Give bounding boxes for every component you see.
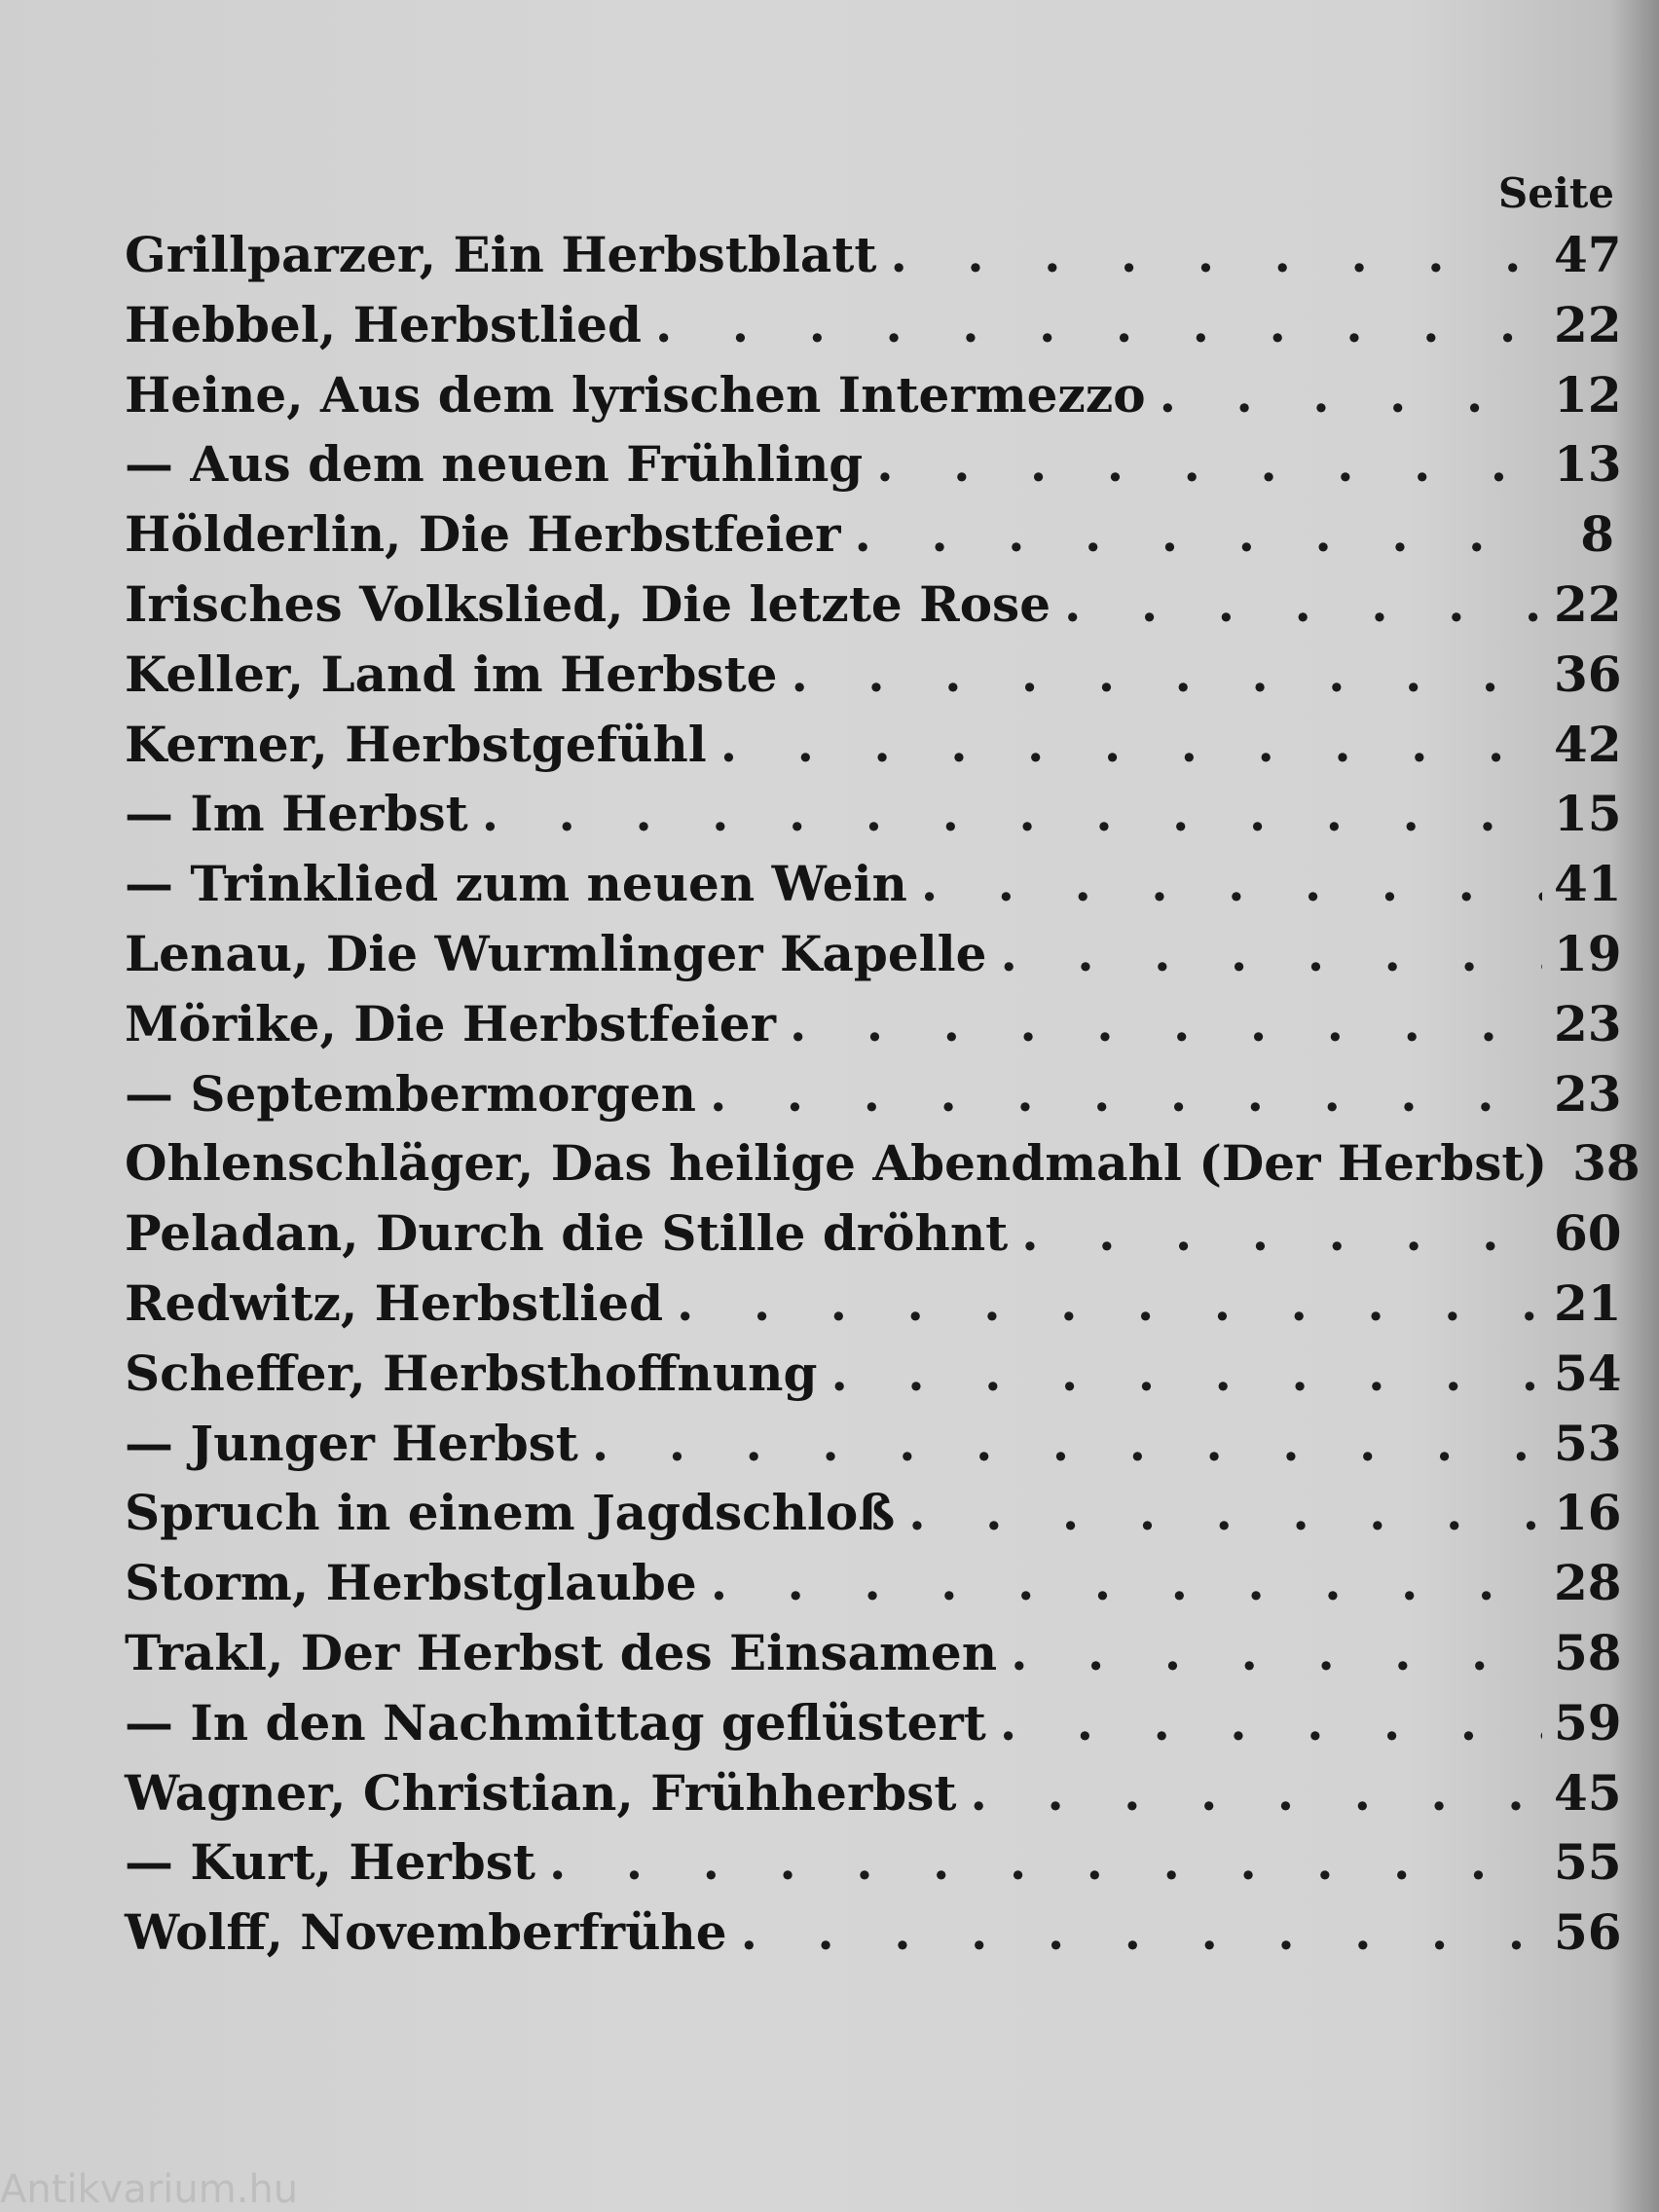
- toc-entry-page: 15: [1554, 785, 1622, 843]
- toc-entry-page: 53: [1554, 1414, 1622, 1472]
- toc-entry: [125, 1758, 1622, 1828]
- toc-entry: [125, 360, 1622, 430]
- toc-entry: [125, 640, 1622, 710]
- toc-entry-title: Irisches Volkslied, Die letzte Rose: [125, 574, 1051, 633]
- toc-entry: [125, 1059, 1622, 1129]
- toc-entry-title: — Junger Herbst: [125, 1414, 578, 1472]
- toc-entry-title: Storm, Herbstglaube: [125, 1554, 697, 1612]
- toc-entry-page: 47: [1554, 226, 1622, 283]
- dot-leader: [677, 1269, 1542, 1339]
- toc-entry-page: 19: [1554, 924, 1622, 982]
- toc-entry-page: 42: [1554, 715, 1622, 773]
- toc-entry-title: Spruch in einem Jagdschloß: [125, 1484, 896, 1542]
- toc-entry-title: — Trinklied zum neuen Wein: [125, 855, 907, 913]
- dot-leader: [482, 779, 1542, 849]
- toc-entry: [125, 1827, 1622, 1898]
- dot-leader: [655, 290, 1542, 360]
- dot-leader: [890, 220, 1542, 290]
- toc-entry-page: 22: [1554, 574, 1622, 633]
- toc-entry-page: 8: [1580, 505, 1614, 564]
- dot-leader: [1000, 1688, 1542, 1758]
- dot-leader: [876, 429, 1542, 499]
- dot-leader: [710, 1059, 1542, 1129]
- dot-leader: [1064, 570, 1542, 640]
- toc-entry-title: — Kurt, Herbst: [125, 1833, 535, 1892]
- toc-entry-page: 23: [1554, 1064, 1622, 1123]
- toc-entry: [125, 1688, 1622, 1758]
- dot-leader: [791, 640, 1542, 710]
- toc-entry: [125, 220, 1622, 290]
- toc-entry: [125, 989, 1622, 1059]
- toc-entry-page: 22: [1554, 295, 1622, 353]
- toc-entry-page: 54: [1554, 1344, 1622, 1402]
- toc-entry-title: — Aus dem neuen Frühling: [125, 435, 864, 494]
- dot-leader: [1000, 919, 1542, 989]
- toc-entry-title: Peladan, Durch die Stille dröhnt: [125, 1204, 1009, 1263]
- dot-leader: [790, 989, 1542, 1059]
- table-of-contents: [125, 167, 1641, 1968]
- toc-entry-title: Wolff, Novemberfrühe: [125, 1903, 727, 1962]
- dot-leader: [1011, 1618, 1542, 1688]
- toc-entry: [125, 919, 1622, 989]
- toc-entry-page: 12: [1554, 365, 1622, 424]
- toc-entry-title: Lenau, Die Wurmlinger Kapelle: [125, 924, 987, 982]
- dot-leader: [1021, 1198, 1542, 1269]
- toc-entry-title: — Septembermorgen: [125, 1064, 696, 1123]
- toc-entry-page: 13: [1554, 435, 1622, 494]
- toc-entry: [125, 779, 1622, 849]
- toc-entry: [125, 290, 1622, 360]
- watermark: Antikvarium.hu: [0, 2167, 299, 2212]
- dot-leader: [1160, 360, 1542, 430]
- toc-entry-page: 41: [1554, 855, 1622, 913]
- toc-entry-page: 58: [1554, 1623, 1622, 1681]
- toc-entry-page: 21: [1554, 1273, 1622, 1332]
- dot-leader: [720, 710, 1542, 780]
- toc-entry-title: Redwitz, Herbstlied: [125, 1273, 664, 1332]
- toc-entry-title: Kerner, Herbstgefühl: [125, 715, 707, 773]
- page-column-label: Seite: [1497, 169, 1614, 217]
- toc-entry-title: Scheffer, Herbsthoffnung: [125, 1344, 818, 1402]
- toc-entry-page: 56: [1554, 1903, 1622, 1962]
- toc-entry-title: Heine, Aus dem lyrischen Intermezzo: [125, 365, 1146, 424]
- toc-entry-title: Hölderlin, Die Herbstfeier: [125, 505, 841, 564]
- toc-entry: [125, 710, 1622, 780]
- toc-entry: [125, 1128, 1641, 1198]
- toc-entry: [125, 1339, 1622, 1409]
- dot-leader: [921, 849, 1542, 919]
- dot-leader: [830, 1339, 1542, 1409]
- toc-entry-page: 38: [1572, 1134, 1641, 1193]
- toc-entry: [125, 849, 1622, 919]
- toc-entry: [125, 499, 1614, 570]
- toc-entry: [125, 1618, 1622, 1688]
- dot-leader: [855, 499, 1543, 570]
- toc-entry-title: Wagner, Christian, Frühherbst: [125, 1763, 957, 1822]
- toc-entry-page: 60: [1554, 1204, 1622, 1263]
- dot-leader: [549, 1827, 1542, 1898]
- toc-entry: [125, 1548, 1622, 1618]
- toc-entry: [125, 429, 1622, 499]
- toc-entry-title: Grillparzer, Ein Herbstblatt: [125, 226, 877, 283]
- toc-entry: [125, 570, 1622, 640]
- dot-leader: [592, 1409, 1542, 1479]
- dot-leader: [971, 1758, 1542, 1828]
- toc-entry-title: Ohlenschläger, Das heilige Abendmahl (Der Herbst): [125, 1134, 1548, 1193]
- dot-leader: [741, 1898, 1542, 1968]
- toc-entry-title: — In den Nachmittag geflüstert: [125, 1693, 986, 1751]
- toc-entry: [125, 1409, 1622, 1479]
- dot-leader: [711, 1548, 1542, 1618]
- toc-entry-title: Mörike, Die Herbstfeier: [125, 994, 776, 1052]
- toc-entry-page: 59: [1554, 1693, 1622, 1751]
- toc-entry-page: 45: [1554, 1763, 1622, 1822]
- toc-entry: [125, 1898, 1622, 1968]
- toc-entry-page: 28: [1554, 1554, 1622, 1612]
- toc-entry-title: Keller, Land im Herbste: [125, 645, 778, 703]
- toc-entry: [125, 1198, 1622, 1269]
- dot-leader: [908, 1478, 1542, 1548]
- toc-entry: [125, 1478, 1622, 1548]
- toc-entry-page: 55: [1554, 1833, 1622, 1892]
- toc-entry-page: 36: [1554, 645, 1622, 703]
- toc-entry: [125, 1269, 1622, 1339]
- toc-entry-page: 23: [1554, 994, 1622, 1052]
- toc-entry-title: — Im Herbst: [125, 785, 468, 843]
- toc-entry-title: Trakl, Der Herbst des Einsamen: [125, 1623, 998, 1681]
- toc-entry-page: 16: [1554, 1484, 1622, 1542]
- toc-entry-title: Hebbel, Herbstlied: [125, 295, 642, 353]
